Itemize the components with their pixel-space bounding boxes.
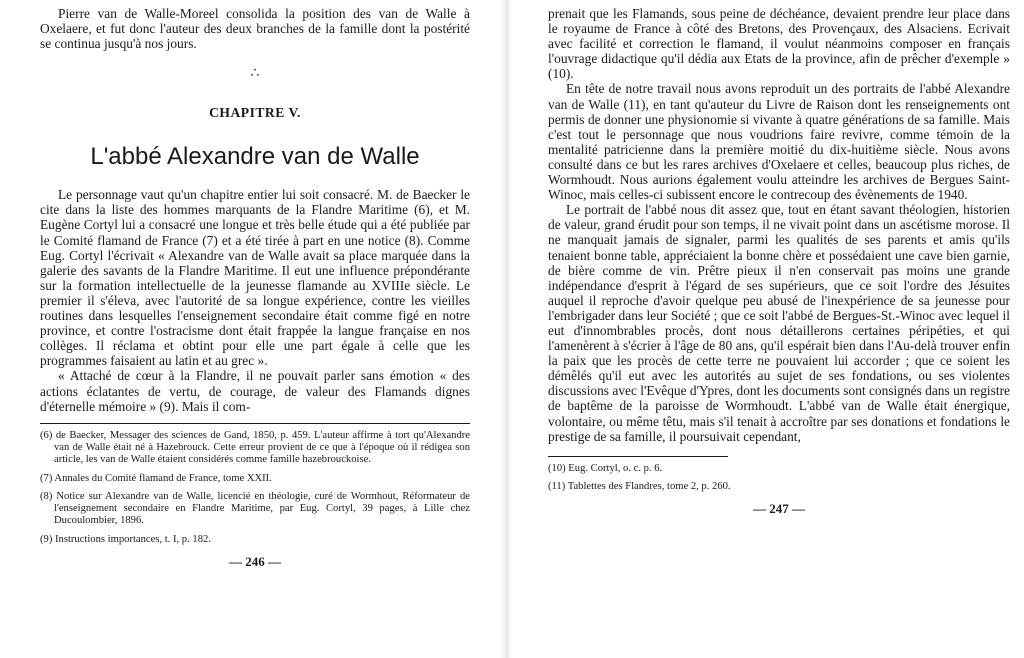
right-page bbox=[512, 0, 1024, 658]
left-body bbox=[40, 187, 470, 413]
footnote-11: (11) Tablettes des Flandres, tome 2, p. 260. bbox=[548, 481, 731, 493]
footnote-7: (7) Annales du Comité flamand de France, tome XXII. bbox=[40, 472, 272, 484]
page-number-right: — 247 — bbox=[753, 501, 805, 517]
footnote-rule bbox=[40, 423, 470, 424]
chapter-label: CHAPITRE V. bbox=[209, 105, 301, 121]
right-paragraph-1: prenait que les Flamands, sous peine de déchéance, devaient prendre leur place dans le royaume de France à côté des Bretons, des Provençaux, des Alsaciens. Ecrivait avec facilité et correction le flamand, il voulut néanmoins composer en français l'ouvrage didactique qu'il dédia aux Etats de la province, afin de prêcher d'exemple » (10). bbox=[548, 6, 1010, 82]
left-footnotes bbox=[40, 430, 470, 546]
footnote-6: (6) de Baecker, Messager des sciences de Gand, 1850, p. 459. L'auteur affirme à tort qu'Alexandre van de Walle était né à Hazebrouck. Cette erreur provient de ce que à l'époque où il rédigea son article, les van de Walle étaient considérés comme famille hazebrouckoise. bbox=[40, 429, 470, 466]
book-gutter bbox=[500, 0, 512, 658]
footnote-10: (10) Eug. Cortyl, o. c. p. 6. bbox=[548, 462, 663, 474]
ornament-icon: ∴ bbox=[250, 66, 260, 82]
left-page bbox=[0, 0, 500, 658]
footnote-rule bbox=[548, 456, 728, 457]
footnote-8: (8) Notice sur Alexandre van de Walle, licencié en théologie, curé de Wormhout, Réformateur de l'enseignement secondaire en Flandre Maritime, par Eug. Cortyl, 39 pages, à Lille chez Ducoulombier, 1896. bbox=[40, 490, 470, 527]
right-paragraph-2: En tête de notre travail nous avons reproduit un des portraits de l'abbé Alexandre van de Walle (11), en tant qu'auteur du Livre de Raison dont les renseignements ont permis de donner une physionomie si vivante à quatre générations de sa famille. Mais c'est tout le personnage que nous voudrions faire revivre, comme témoin de la mentalité patricienne dans la première moitié du dix-huitième siècle. Nous avons consulté dans ce but les rares archives d'Oxelaere et celles, beaucoup plus riches, de Wormhoudt. Nous aurions également voulu atteindre les archives de Bergues Saint-Winoc, mais celles-ci subissent encore le contrecoup des évènements de 1940. bbox=[548, 81, 1010, 203]
page-number-left: — 246 — bbox=[229, 554, 281, 570]
right-paragraph-3: Le portrait de l'abbé nous dit assez que, tout en étant savant théologien, historien de valeur, grand érudit pour son temps, il ne vivait point dans un ascétisme morose. Il ne manquait jamais de signaler, parmi les qualités de ses parents et amis qu'ils tenaient bonne table, appréciaient la bonne chère et possédaient une cave bien garnie, de bière comme de vin. Prêtre pieux il n'en conservait pas moins une grande indépendance d'esprit à l'égard de ses supérieurs, que ce soit l'ordre des Jésuites auquel il reproche d'avoir quelque peu abusé de l'inexpérience de sa jeunesse pour l'embrigader dans leur Société ; que ce soit l'abbé de Bergues-St.-Winoc avec lequel il eut d'innombrables procès, dont nous détaillerons certaines péripéties, et qui l'amenèrent à s'écrier à l'âge de 80 ans, qu'il espérait bien dans l'Au-delà trouver enfin la paix que les procès de cette terre ne pouvaient lui accorder ; que ce soient les démêlés qu'il eut avec les autorités au sujet de ses fondations, ou ses violentes discussions avec l'Evêque d'Ypres, dont les documents sont consignés dans un registre de baptême de la paroisse de Wormhoudt. L'abbé van de Walle était énergique, volontaire, ou même têtu, mais s'il tenait à accroître par ses donations et fondations le prestige de sa famille, il poursuivait cependant, bbox=[548, 202, 1010, 444]
footnote-9: (9) Instructions importances, t. I, p. 182. bbox=[40, 533, 211, 545]
left-paragraph-2: « Attaché de cœur à la Flandre, il ne pouvait parler sans émotion « des actions éclatantes de vertu, de courage, de valeur des Flamands dignes d'éternelle mémoire » (9). Mais il com- bbox=[40, 368, 470, 414]
right-footnotes bbox=[548, 463, 1010, 494]
chapter-title: L'abbé Alexandre van de Walle bbox=[90, 143, 420, 171]
left-paragraph-1: Le personnage vaut qu'un chapitre entier lui soit consacré. M. de Baecker le cite dans la liste des hommes marquants de la Flandre Maritime (6), et M. Eugène Cortyl lui a consacré une longue et très belle étude qui a été publiée par le Comité flamand de France (7) et a été tirée à part en une notice (8). Comme Eug. Cortyl l'écrivait « Alexandre van de Walle avait sa place marquée dans la galerie des savants de la Flandre Maritime. Il eut une influence prépondérante sur la formation intellectuelle de la jeunesse flamande au XVIIIe siècle. Le premier il s'éleva, avec l'autorité de sa longue expérience, contre les vieilles routines dans lesquelles l'enseignement secondaire était comme figé en notre province, et contre l'ostracisme dont était frappée la langue française en nos collèges. Il réclama et obtint pour elle une part égale à celle que les programmes faisaient au latin et au grec ». bbox=[40, 187, 470, 369]
intro-paragraph: Pierre van de Walle-Moreel consolida la position des van de Walle à Oxelaere, et fut donc l'auteur des deux branches de la famille dont la postérité se continua jusqu'à nos jours. bbox=[40, 6, 470, 52]
